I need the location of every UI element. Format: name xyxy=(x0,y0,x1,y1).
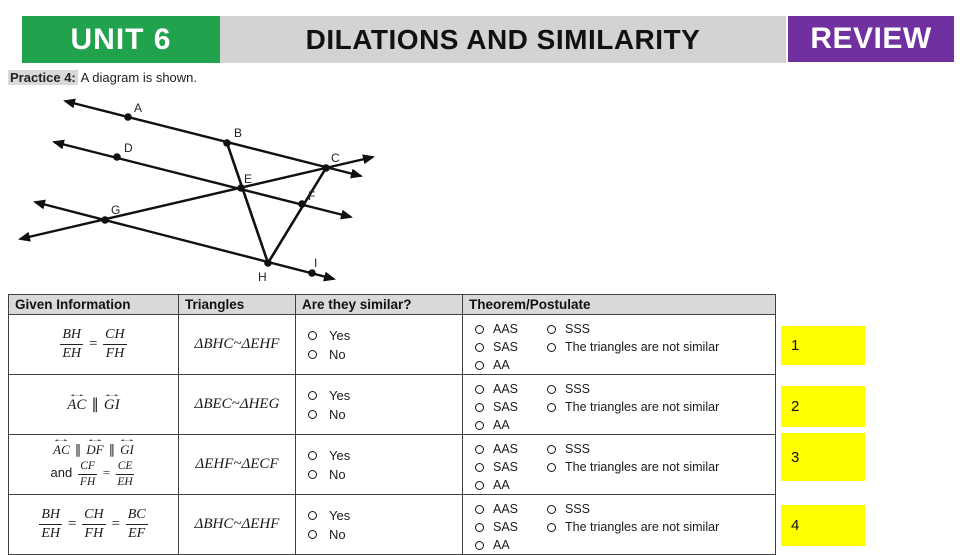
option-label-notsimilar: The triangles are not similar xyxy=(565,460,720,474)
radio-sss-row3[interactable] xyxy=(547,445,556,454)
line-notation: ↔ GI xyxy=(101,390,123,413)
radio-no-row3[interactable] xyxy=(308,470,317,479)
point-label-F: F xyxy=(308,189,316,203)
radio-no-row1[interactable] xyxy=(308,350,317,359)
line-notation: ↔ DF xyxy=(84,435,106,458)
radio-sas-row3[interactable] xyxy=(475,463,484,472)
radio-sas-row2[interactable] xyxy=(475,403,484,412)
answer-number: 2 xyxy=(791,398,800,415)
option-label-aas: AAS xyxy=(493,442,519,456)
point-H xyxy=(264,259,272,267)
table-row xyxy=(9,315,776,375)
line-notation: ↔ AC xyxy=(66,390,88,413)
radio-sss-row2[interactable] xyxy=(547,385,556,394)
fraction: $\frac{BH}{EH}$ xyxy=(41,506,61,541)
radio-aa-row4[interactable] xyxy=(475,541,484,550)
option-label-notsimilar: The triangles are not similar xyxy=(565,340,720,354)
line-ABC xyxy=(65,101,361,176)
unit-label: UNIT 6 xyxy=(70,22,172,56)
similarity-table xyxy=(8,294,776,555)
option-label-aa: AA xyxy=(493,358,510,372)
and-word: and xyxy=(50,465,73,481)
answer-box-3[interactable] xyxy=(781,433,865,481)
page-title: DILATIONS AND SIMILARITY xyxy=(305,23,701,55)
fraction: $\frac{CE}{EH}$ xyxy=(117,459,133,488)
line-DEF xyxy=(54,142,351,217)
point-G xyxy=(101,216,109,224)
point-label-B: B xyxy=(234,126,243,140)
triangles-row1: ΔBHC~ΔEHF xyxy=(179,315,296,375)
point-C xyxy=(322,164,330,172)
title-bar xyxy=(220,16,786,63)
answer-box-2[interactable] xyxy=(781,386,865,427)
radio-yes-row4[interactable] xyxy=(308,511,317,520)
line-notation: ↔ AC xyxy=(50,435,72,458)
option-label-sss: SSS xyxy=(565,382,591,396)
radio-aas-row4[interactable] xyxy=(475,505,484,514)
radio-no-row4[interactable] xyxy=(308,530,317,539)
triangles-row2: ΔBEC~ΔHEG xyxy=(179,375,296,435)
similar-choices-row1 xyxy=(296,315,463,375)
option-label-sss: SSS xyxy=(565,502,591,516)
radio-yes-row1[interactable] xyxy=(308,331,317,340)
radio-yes-row3[interactable] xyxy=(308,451,317,460)
review-label: REVIEW xyxy=(810,22,932,55)
option-label-no: No xyxy=(329,466,346,482)
point-label-C: C xyxy=(331,151,340,165)
equals-sign: = xyxy=(101,465,111,481)
equals-sign: = xyxy=(110,515,121,532)
option-label-sas: SAS xyxy=(493,460,519,474)
point-F xyxy=(298,200,306,208)
radio-aa-row1[interactable] xyxy=(475,361,484,370)
given-info-row3 xyxy=(9,435,179,495)
option-label-no: No xyxy=(329,526,346,542)
option-label-yes: Yes xyxy=(329,507,351,523)
point-D xyxy=(113,153,121,161)
option-label-sas: SAS xyxy=(493,520,519,534)
line-GHI xyxy=(35,202,334,279)
theorem-choices-row3 xyxy=(463,435,776,495)
review-badge xyxy=(788,16,954,62)
line-GEC xyxy=(20,157,373,239)
radio-notsimilar-row1[interactable] xyxy=(547,343,556,352)
practice-prompt xyxy=(8,70,197,85)
point-label-A: A xyxy=(134,101,143,115)
fraction: $\frac{BC}{EF}$ xyxy=(127,506,146,541)
radio-sss-row1[interactable] xyxy=(547,325,556,334)
radio-notsimilar-row2[interactable] xyxy=(547,403,556,412)
point-label-H: H xyxy=(258,270,267,284)
geometry-diagram xyxy=(0,90,400,290)
theorem-choices-row1 xyxy=(463,315,776,375)
point-label-I: I xyxy=(314,256,318,270)
option-label-no: No xyxy=(329,346,346,362)
option-label-aas: AAS xyxy=(493,382,519,396)
radio-no-row2[interactable] xyxy=(308,410,317,419)
triangles-row4: ΔBHC~ΔEHF xyxy=(179,495,296,555)
option-label-yes: Yes xyxy=(329,327,351,343)
point-label-D: D xyxy=(124,141,133,155)
answer-box-1[interactable] xyxy=(781,326,865,365)
option-label-sss: SSS xyxy=(565,442,591,456)
point-label-G: G xyxy=(111,203,121,217)
radio-notsimilar-row3[interactable] xyxy=(547,463,556,472)
table-header-row xyxy=(9,295,776,315)
line-notation: ↔ GI xyxy=(116,435,138,458)
option-label-aas: AAS xyxy=(493,502,519,516)
answer-number: 3 xyxy=(791,448,800,466)
radio-sas-row1[interactable] xyxy=(475,343,484,352)
radio-aas-row2[interactable] xyxy=(475,385,484,394)
radio-sss-row4[interactable] xyxy=(547,505,556,514)
answer-number: 4 xyxy=(791,517,800,534)
radio-yes-row2[interactable] xyxy=(308,391,317,400)
equals-sign: = xyxy=(88,335,99,352)
option-label-sas: SAS xyxy=(493,340,519,354)
triangles-row3: ΔEHF~ΔECF xyxy=(179,435,296,495)
table-row xyxy=(9,375,776,435)
theorem-choices-row2 xyxy=(463,375,776,435)
radio-aa-row3[interactable] xyxy=(475,481,484,490)
option-label-aa: AA xyxy=(493,418,510,432)
option-label-sas: SAS xyxy=(493,400,519,414)
point-B xyxy=(223,139,231,147)
fraction: $\frac{BH}{EH}$ xyxy=(62,326,82,361)
option-label-sss: SSS xyxy=(565,322,591,336)
theorem-choices-row4 xyxy=(463,495,776,555)
segment-CH xyxy=(268,168,326,263)
similar-choices-row4 xyxy=(296,495,463,555)
radio-aas-row3[interactable] xyxy=(475,445,484,454)
fraction: $\frac{CH}{FH}$ xyxy=(105,326,125,361)
table-row xyxy=(9,435,776,495)
answer-number: 1 xyxy=(791,337,800,354)
given-info-row4 xyxy=(9,495,179,555)
unit-badge xyxy=(22,16,220,63)
parallel-sign: ∥ xyxy=(74,442,82,458)
radio-notsimilar-row4[interactable] xyxy=(547,523,556,532)
option-label-aas: AAS xyxy=(493,322,519,336)
option-label-notsimilar: The triangles are not similar xyxy=(565,400,720,414)
col-header-similar: Are they similar? xyxy=(296,295,463,315)
similar-choices-row3 xyxy=(296,435,463,495)
point-I xyxy=(308,269,316,277)
given-info-row1 xyxy=(9,315,179,375)
option-label-yes: Yes xyxy=(329,387,351,403)
fraction: $\frac{CF}{FH}$ xyxy=(79,459,96,488)
segment-BH xyxy=(227,143,268,263)
point-label-E: E xyxy=(244,172,253,186)
practice-text: A diagram is shown. xyxy=(80,70,198,85)
fraction: $\frac{CH}{FH}$ xyxy=(84,506,104,541)
practice-label: Practice 4: xyxy=(10,70,76,85)
option-label-yes: Yes xyxy=(329,447,351,463)
parallel-sign: ∥ xyxy=(108,442,116,458)
similar-choices-row2 xyxy=(296,375,463,435)
option-label-aa: AA xyxy=(493,538,510,552)
col-header-theorem: Theorem/Postulate xyxy=(463,295,776,315)
col-header-triangles: Triangles xyxy=(179,295,296,315)
parallel-sign: ∥ xyxy=(91,397,99,413)
equals-sign: = xyxy=(67,515,78,532)
radio-aa-row2[interactable] xyxy=(475,421,484,430)
option-label-no: No xyxy=(329,406,346,422)
radio-aas-row1[interactable] xyxy=(475,325,484,334)
option-label-aa: AA xyxy=(493,478,510,492)
answer-box-4[interactable] xyxy=(781,505,865,546)
table-row xyxy=(9,495,776,555)
given-info-row2 xyxy=(9,375,179,435)
col-header-given: Given Information xyxy=(9,295,179,315)
option-label-notsimilar: The triangles are not similar xyxy=(565,520,720,534)
point-A xyxy=(124,113,132,121)
radio-sas-row4[interactable] xyxy=(475,523,484,532)
